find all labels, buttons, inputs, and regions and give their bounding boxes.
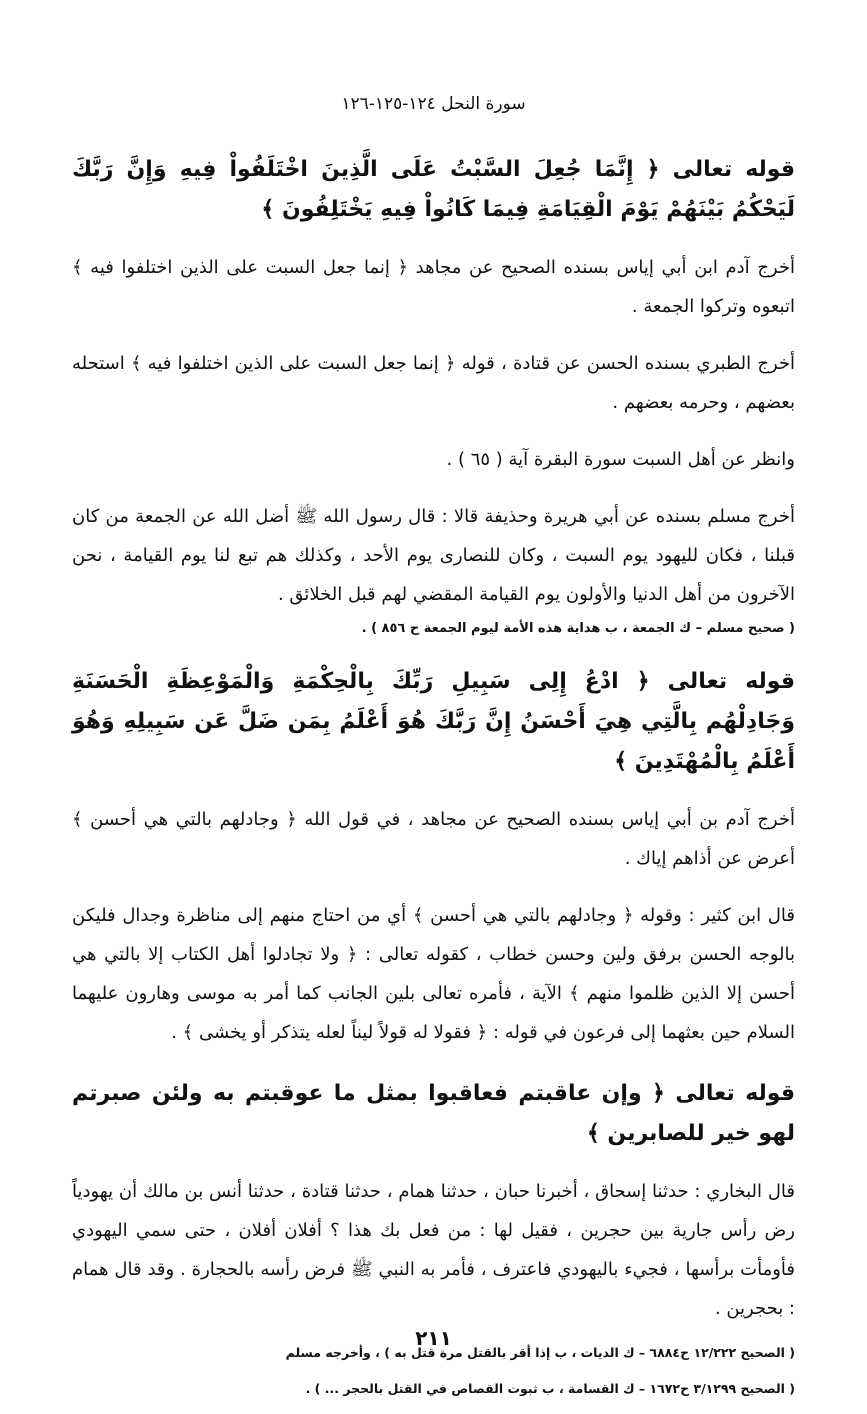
- page-number: ٢١١: [415, 1326, 452, 1350]
- verse-heading: قوله تعالى ﴿ إِنَّمَا جُعِلَ السَّبْتُ عَلَى الَّذِينَ اخْتَلَفُواْ فِيهِ وَإِنَّ رَبَّكَ لَيَحْكُمُ بَيْنَهُمْ يَوْمَ الْقِيَامَةِ فِيمَا كَانُواْ فِيهِ يَخْتَلِفُونَ ﴾: [72, 157, 795, 222]
- reference-bukhari: ( الصحيح ١٢/٢٢٢ ح٦٨٨٤ – ك الديات ، ب إذا أقر بالقتل مرة قتل به ) ، وأخرجه مسلم: [285, 1344, 795, 1360]
- paragraph-ibn-kathir: قال ابن كثير : وقوله ﴿ وجادلهم بالتي هي أحسن ﴾ أي من احتاج منهم إلى مناظرة وجدال فليكن بالوجه الحسن برفق ولين وحسن خطاب ، كقوله تعالى : ﴿ ولا تجادلوا أهل الكتاب إلا بالتي هي أحسن إلا الذين ظلموا منهم ﴾ الآية ، فأمره تعالى بلين الجانب كما أمر به موسى وهارون عليهما السلام حين بعثهما إلى فرعون في قوله : ﴿ فقولا له قولاً ليناً لعله يتذكر أو يخشى ﴾ .: [72, 905, 795, 1043]
- running-header: سورة النحل ١٢٤-١٢٥-١٢٦: [341, 94, 526, 114]
- paragraph-adam-mujahid-2: أخرج آدم بن أبي إياس بسنده الصحيح عن مجاهد ، في قول الله ﴿ وجادلهم بالتي هي أحسن ﴾ أعرض عن أذاهم إياك .: [72, 809, 795, 869]
- section-saturday: [72, 150, 795, 640]
- section-retaliation: [72, 1074, 795, 1401]
- verse-heading: قوله تعالى ﴿ ادْعُ إِلِى سَبِيلِ رَبِّكَ بِالْحِكْمَةِ وَالْمَوْعِظَةِ الْحَسَنَةِ وَجَادِلْهُم بِالَّتِي هِيَ أَحْسَنُ إِنَّ رَبَّكَ هُوَ أَعْلَمُ بِمَن ضَلَّ عَن سَبِيلِهِ وَهُوَ أَعْلَمُ بِالْمُهْتَدِينَ ﴾: [72, 669, 795, 774]
- paragraph-bukhari-hadith: قال البخاري : حدثنا إسحاق ، أخبرنا حبان ، حدثنا همام ، حدثنا قتادة ، حدثنا أنس بن مالك أن يهودياً رض رأس جارية بين حجرين ، فقيل لها : من فعل بك هذا ؟ أفلان أفلان ، حتى سمي اليهودي فأومأت برأسها ، فجيء باليهودي فاعترف ، فأمر به النبي ﷺ فرض رأسه بالحجارة . وقد قال همام : بحجرين .: [72, 1181, 795, 1319]
- verse-heading: قوله تعالى ﴿ وإن عاقبتم فعاقبوا بمثل ما عوقبتم به ولئن صبرتم لهو خير للصابرين ﴾: [72, 1081, 795, 1146]
- paragraph-adam-mujahid: أخرج آدم ابن أبي إياس بسنده الصحيح عن مجاهد ﴿ إنما جعل السبت على الذين اختلفوا فيه ﴾ اتبعوه وتركوا الجمعة .: [72, 257, 795, 317]
- reference-muslim-qasama: ( الصحيح ٣/١٢٩٩ ح١٦٧٢ – ك القسامة ، ب ثبوت القصاص في القتل بالحجر ... ) .: [305, 1381, 795, 1396]
- paragraph-tabari-qatada: أخرج الطبري بسنده الحسن عن قتادة ، قوله ﴿ إنما جعل السبت على الذين اختلفوا فيه ﴾ استحله بعضهم ، وحرمه بعضهم .: [72, 353, 795, 413]
- paragraph-see-baqarah: وانظر عن أهل السبت سورة البقرة آية ( ٦٥ ) .: [446, 449, 795, 470]
- paragraph-muslim-hadith: أخرج مسلم بسنده عن أبي هريرة وحذيفة قالا : قال رسول الله ﷺ أضل الله عن الجمعة من كان قبلنا ، فكان لليهود يوم السبت ، وكان للنصارى يوم الأحد ، وكذلك هم تبع لنا يوم القيامة ، نحن الآخرون من أهل الدنيا والأولون يوم القيامة المقضي لهم قبل الخلائق .: [72, 506, 795, 605]
- page-body: [72, 128, 795, 1414]
- reference-muslim: ( صحيح مسلم – ك الجمعة ، ب هداية هذه الأمة ليوم الجمعة ح ٨٥٦ ) .: [361, 621, 795, 636]
- section-call-to-way: [72, 662, 795, 1052]
